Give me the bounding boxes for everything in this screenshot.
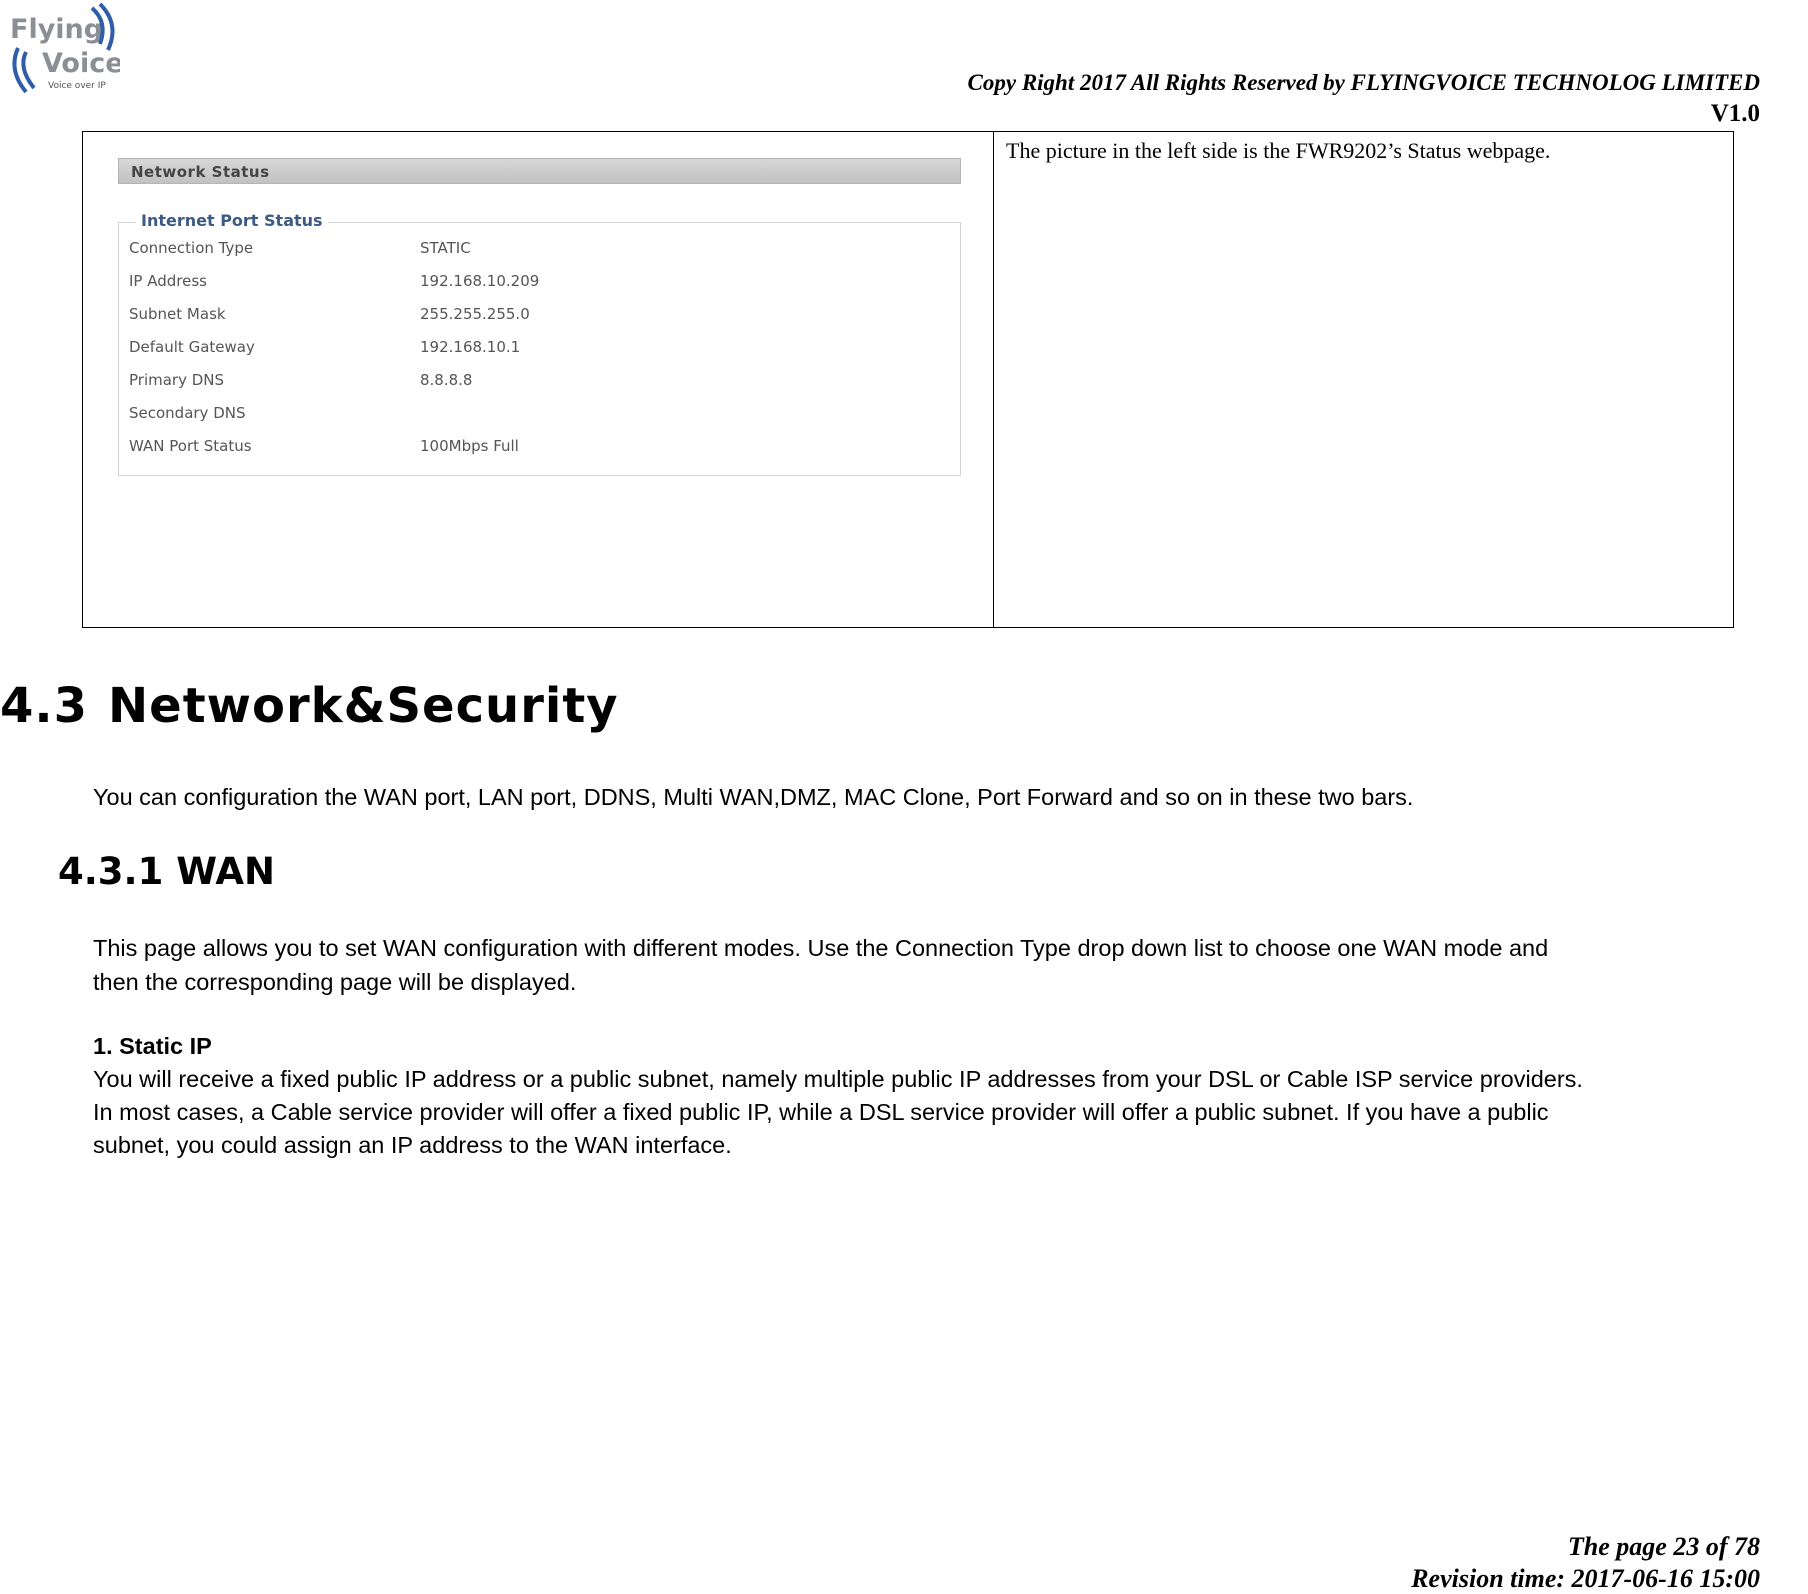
section-title: Network&Security: [108, 678, 619, 734]
status-label: Primary DNS: [129, 371, 225, 389]
status-value: 255.255.255.0: [420, 305, 530, 323]
section-number: 4.3: [0, 678, 89, 734]
network-status-title: Network Status: [131, 163, 270, 181]
status-value: 192.168.10.209: [420, 272, 540, 290]
figure-description: The picture in the left side is the FWR9202’s Status webpage.: [1006, 138, 1551, 163]
logo-text-top: Flying: [10, 14, 104, 45]
network-status-bar: [118, 158, 961, 184]
footer-page-number: The page 23 of 78: [1567, 1532, 1760, 1561]
figure-table: [82, 131, 1734, 628]
logo-text-bottom: Voice: [42, 48, 120, 79]
status-label: WAN Port Status: [129, 437, 252, 455]
static-ip-heading: 1. Static IP: [93, 1033, 212, 1059]
table-cell-description: [994, 132, 1733, 627]
header-version: V1.0: [1710, 100, 1760, 127]
footer-revision-time: Revision time: 2017-06-16 15:00: [1411, 1564, 1760, 1593]
flyingvoice-logo: [8, 2, 120, 94]
table-cell-screenshot: [83, 132, 994, 627]
status-value: 100Mbps Full: [420, 437, 519, 455]
static-ip-line: In most cases, a Cable service provider will offer a fixed public IP, while a DSL service provider will offer a public subnet. If you have a public: [93, 1099, 1549, 1125]
subsection-para-line: This page allows you to set WAN configuration with different modes. Use the Connection Type drop down list to choose one WAN mode and: [93, 935, 1549, 961]
status-label: Connection Type: [129, 239, 254, 257]
internet-port-status-legend: Internet Port Status: [136, 211, 328, 230]
section-intro: You can configuration the WAN port, LAN port, DDNS, Multi WAN,DMZ, MAC Clone, Port Forward and so on in these two bars.: [93, 784, 1414, 810]
status-page-screenshot: [118, 158, 964, 503]
status-label: IP Address: [129, 272, 207, 290]
status-label: Default Gateway: [129, 338, 255, 356]
static-ip-line: You will receive a fixed public IP address or a public subnet, namely multiple public IP addresses from your DSL or Cable ISP service providers.: [93, 1066, 1583, 1092]
subsection-heading: 4.3.1 WAN: [58, 850, 275, 893]
header-copyright: Copy Right 2017 All Rights Reserved by FLYINGVOICE TECHNOLOG LIMITED: [967, 70, 1760, 95]
subsection-para-line: then the corresponding page will be displayed.: [93, 969, 577, 995]
status-value: 192.168.10.1: [420, 338, 521, 356]
status-value: 8.8.8.8: [420, 371, 473, 389]
status-value: STATIC: [420, 239, 471, 257]
logo-tagline: Voice over IP: [48, 81, 106, 91]
static-ip-line: subnet, you could assign an IP address to the WAN interface.: [93, 1132, 732, 1158]
status-label: Subnet Mask: [129, 305, 226, 323]
status-label: Secondary DNS: [129, 404, 246, 422]
section-heading: [0, 678, 619, 734]
